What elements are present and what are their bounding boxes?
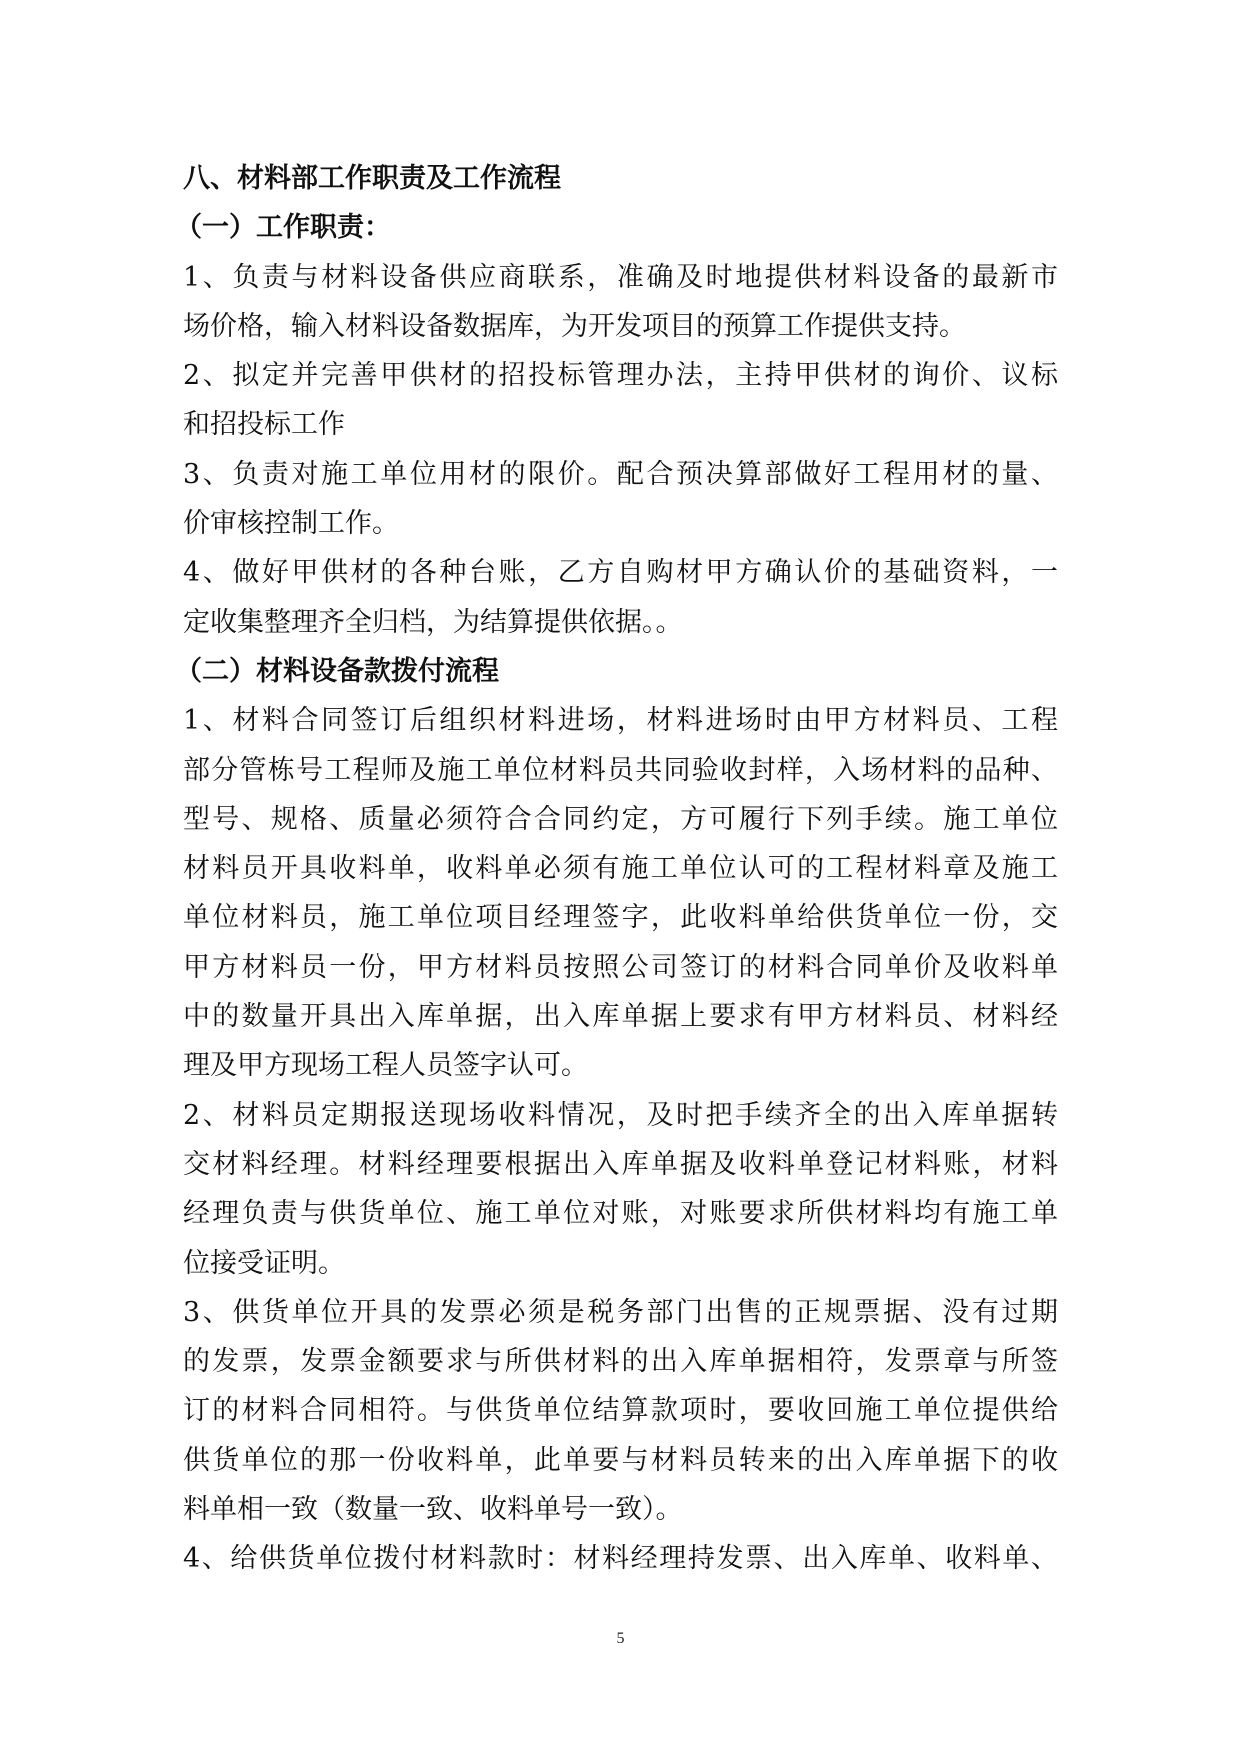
paragraph-line: 4、给供货单位拨付材料款时：材料经理持发票、出入库单、收料单、 bbox=[183, 1543, 1058, 1575]
paragraph-line: 部分管栋号工程师及施工单位材料员共同验收封样，入场材料的品种、 bbox=[183, 754, 1058, 786]
duties-list bbox=[183, 253, 1058, 647]
paragraph-line: 的发票，发票金额要求与所供材料的出入库单据相符，发票章与所签 bbox=[183, 1346, 1058, 1378]
paragraph-line: 单位材料员，施工单位项目经理签字，此收料单给供货单位一份，交 bbox=[183, 902, 1058, 934]
paragraph-line: 2、材料员定期报送现场收料情况，及时把手续齐全的出入库单据转 bbox=[183, 1099, 1058, 1131]
paragraph-line: 和招投标工作 bbox=[183, 409, 345, 441]
document-body bbox=[175, 154, 1058, 1584]
paragraph-line: 1、材料合同签订后组织材料进场，材料进场时由甲方材料员、工程 bbox=[183, 705, 1058, 737]
subsection-title-duties: （一）工作职责： bbox=[175, 212, 391, 244]
paragraph-line: 中的数量开具出入库单据，出入库单据上要求有甲方材料员、材料经 bbox=[183, 1001, 1058, 1033]
paragraph-line: 供货单位的那一份收料单，此单要与材料员转来的出入库单据下的收 bbox=[183, 1444, 1058, 1476]
section-title: 八、材料部工作职责及工作流程 bbox=[183, 163, 561, 194]
paragraph-line: 经理负责与供货单位、施工单位对账，对账要求所供材料均有施工单 bbox=[183, 1198, 1058, 1230]
paragraph-line: 交材料经理。材料经理要根据出入库单据及收料单登记材料账，材料 bbox=[183, 1148, 1058, 1180]
paragraph-line: 价审核控制工作。 bbox=[183, 508, 399, 540]
payment-process-list bbox=[183, 696, 1058, 1583]
paragraph-line: 3、负责对施工单位用材的限价。配合预决算部做好工程用材的量、 bbox=[183, 458, 1058, 490]
paragraph-line: 材料员开具收料单，收料单必须有施工单位认可的工程材料章及施工 bbox=[183, 853, 1058, 885]
paragraph-line: 定收集整理齐全归档，为结算提供依据。。 bbox=[183, 606, 683, 638]
subsection-title-payment-process: （二）材料设备款拨付流程 bbox=[175, 655, 499, 687]
paragraph-line: 料单相一致（数量一致、收料单号一致）。 bbox=[183, 1494, 683, 1526]
paragraph-line: 型号、规格、质量必须符合合同约定，方可履行下列手续。施工单位 bbox=[183, 803, 1058, 835]
page-number: 5 bbox=[616, 1630, 625, 1647]
paragraph-line: 4、做好甲供材的各种台账，乙方自购材甲方确认价的基础资料，一 bbox=[183, 557, 1058, 589]
paragraph-line: 位接受证明。 bbox=[183, 1247, 345, 1279]
paragraph-line: 甲方材料员一份，甲方材料员按照公司签订的材料合同单价及收料单 bbox=[183, 951, 1058, 983]
paragraph-line: 订的材料合同相符。与供货单位结算款项时，要收回施工单位提供给 bbox=[183, 1395, 1058, 1427]
paragraph-line: 理及甲方现场工程人员签字认可。 bbox=[183, 1050, 588, 1082]
paragraph-line: 3、供货单位开具的发票必须是税务部门出售的正规票据、没有过期 bbox=[183, 1296, 1058, 1328]
paragraph-line: 场价格，输入材料设备数据库，为开发项目的预算工作提供支持。 bbox=[183, 310, 966, 342]
paragraph-line: 1、负责与材料设备供应商联系，准确及时地提供材料设备的最新市 bbox=[183, 261, 1058, 293]
paragraph-line: 2、拟定并完善甲供材的招投标管理办法，主持甲供材的询价、议标 bbox=[183, 360, 1058, 392]
